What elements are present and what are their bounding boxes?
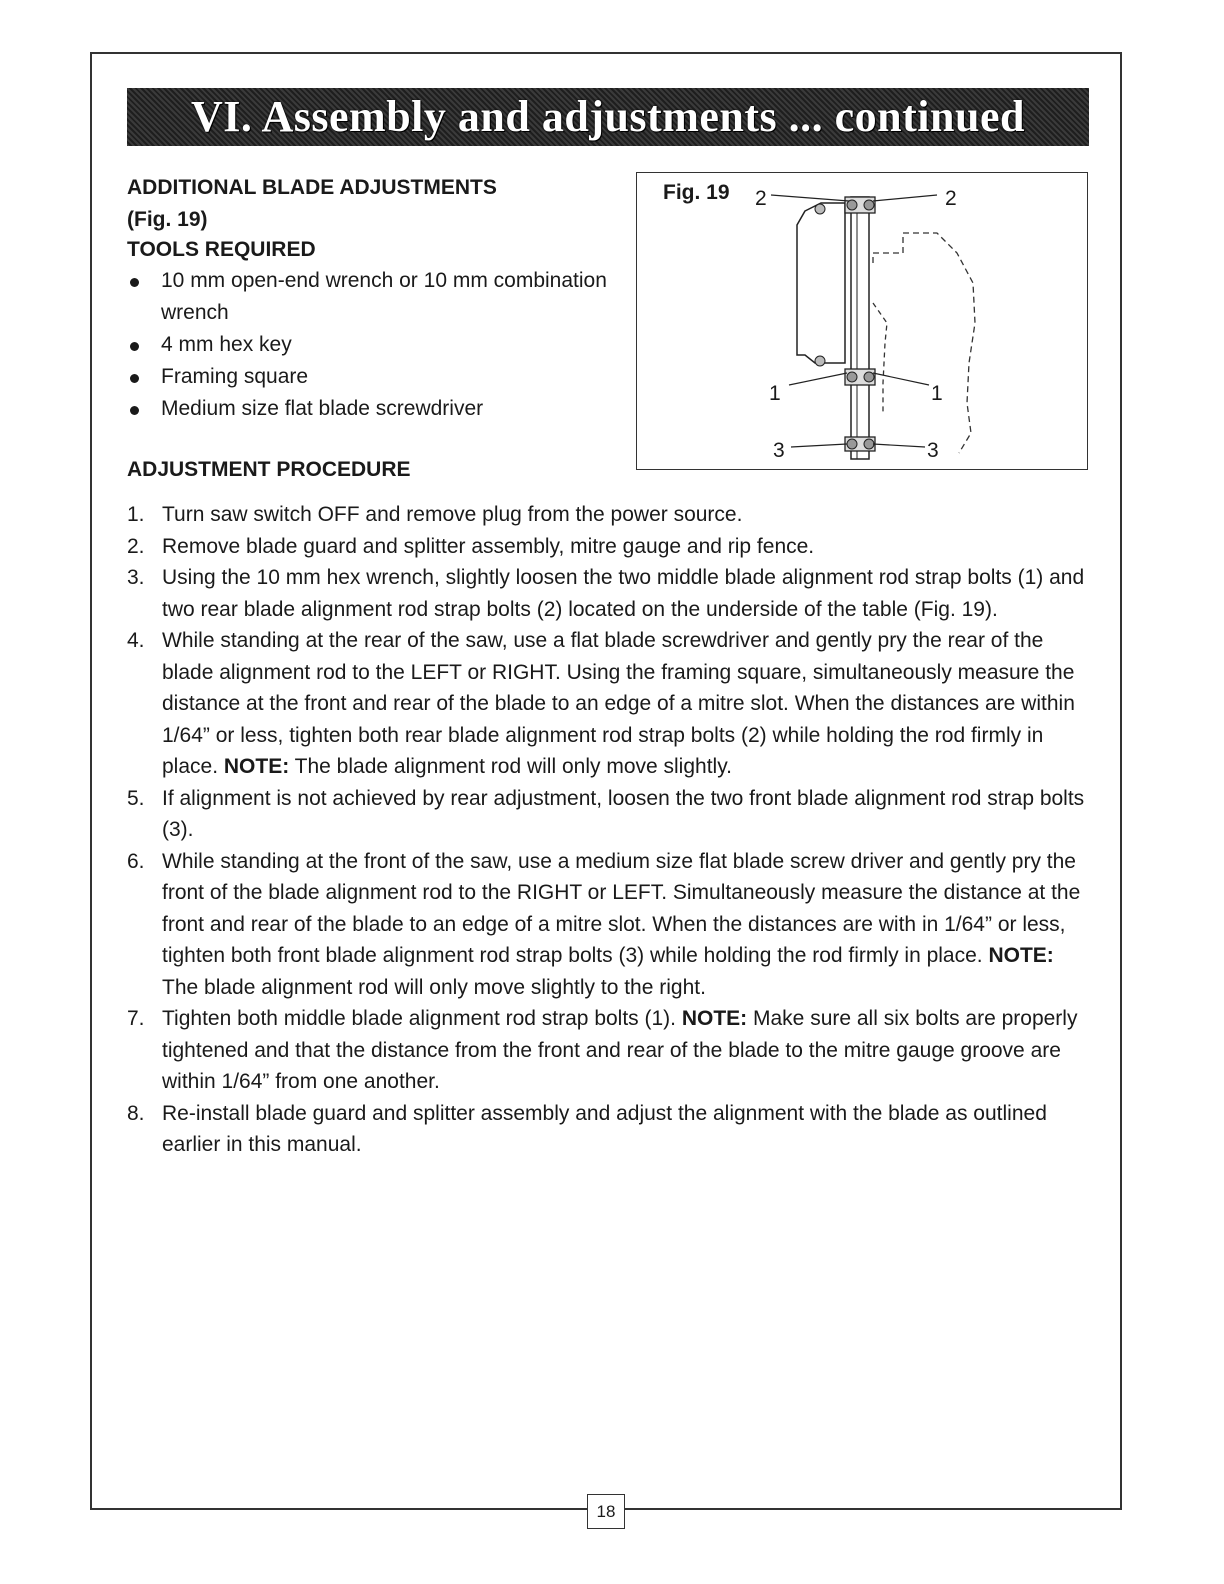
step-text: If alignment is not achieved by rear adjustment, loosen the two front blade alignment rod strap bolts (3).	[162, 786, 1085, 841]
step-text: While standing at the rear of the saw, use a flat blade screwdriver and gently pry the rear of the blade alignment rod to the LEFT or RIGHT. Using the framing square, simultaneously measure the distance at the front and rear of the blade to an edge of a mitre slot. When the distances are within 1/64” or less, tighten both rear blade alignment rod strap bolts (2) while holding the rod firmly in place.	[162, 629, 1075, 778]
leader-line	[873, 373, 929, 385]
step-text: The blade alignment rod will only move slightly to the right.	[162, 975, 706, 999]
figure-19	[636, 172, 1088, 470]
leader-line	[873, 444, 925, 447]
leader-line	[771, 195, 849, 201]
middle-strap-bolt	[847, 372, 857, 382]
step-number: 2.	[127, 534, 145, 558]
note-label: NOTE:	[223, 755, 290, 778]
leader-line	[873, 195, 937, 201]
tool-item: 4 mm hex key	[127, 329, 607, 361]
step-text: Using the 10 mm hex wrench, slightly loosen the two middle blade alignment rod strap bolts (1) and two rear blade alignment rod strap bolts (2) located on the underside of the table (Fig. 19).	[162, 566, 1085, 621]
leader-line	[789, 373, 847, 385]
step-text: Turn saw switch OFF and remove plug from the power source.	[162, 503, 743, 526]
tools-heading: TOOLS REQUIRED	[127, 238, 316, 261]
procedure-step	[127, 846, 1092, 1004]
bullet-icon	[130, 278, 139, 287]
procedure-step	[127, 783, 1092, 846]
guard-bolt	[815, 356, 825, 366]
figure-label: Fig. 19	[663, 181, 730, 204]
step-number: 8.	[127, 1101, 145, 1125]
step-number: 1.	[127, 503, 145, 526]
step-text: Remove blade guard and splitter assembly, mitre gauge and rip fence.	[162, 534, 815, 558]
step-text: Make sure all six bolts are properly tightened and that the distance from the front and rear of the blade to the mitre gauge groove are within 1/64” from one another.	[162, 1007, 1078, 1093]
callout-middle-left: 1	[769, 382, 781, 405]
note-label: NOTE:	[681, 1007, 748, 1030]
front-strap-bolt	[864, 439, 874, 449]
figure-reference: (Fig. 19)	[127, 208, 208, 231]
alignment-rod	[851, 197, 869, 459]
tool-item: Medium size flat blade screwdriver	[127, 393, 607, 425]
procedure-step	[127, 625, 1092, 783]
guard-outline	[797, 203, 845, 363]
page-number: 18	[587, 1494, 625, 1529]
step-text: Re-install blade guard and splitter assembly and adjust the alignment with the blade as outlined earlier in this manual.	[162, 1101, 1047, 1156]
callout-rear-right: 2	[945, 187, 957, 210]
step-number: 4.	[127, 629, 145, 652]
procedure-step	[127, 499, 1092, 531]
procedure-step	[127, 562, 1092, 625]
step-text: While standing at the front of the saw, use a medium size flat blade screw driver and gently pry the front of the blade alignment rod to the RIGHT or LEFT. Simultaneously measure the distance at the front and rear of the blade to an edge of a mitre slot. When the distances are with in 1/64” or less, tighten both front blade alignment rod strap bolts (3) while holding the rod firmly in place.	[162, 849, 1081, 967]
front-strap-bolt	[847, 439, 857, 449]
procedure-step	[127, 1003, 1092, 1098]
section-banner	[127, 88, 1089, 146]
callout-rear-left: 2	[755, 187, 767, 210]
procedure-heading: ADJUSTMENT PROCEDURE	[127, 458, 411, 481]
rear-strap-bolt	[864, 200, 874, 210]
step-number: 3.	[127, 566, 145, 589]
bullet-icon	[130, 406, 139, 415]
step-number: 7.	[127, 1007, 145, 1030]
callout-front-right: 3	[927, 439, 939, 462]
callout-front-left: 3	[773, 439, 785, 462]
callout-middle-right: 1	[931, 382, 943, 405]
alignment-rod-diagram	[637, 173, 1089, 471]
step-text: Tighten both middle blade alignment rod strap bolts (1).	[162, 1007, 682, 1030]
leader-line	[791, 444, 847, 447]
tool-item: Framing square	[127, 361, 607, 393]
procedure-steps	[127, 499, 1092, 1161]
middle-strap-bolt	[864, 372, 874, 382]
step-number: 5.	[127, 786, 145, 810]
procedure-step	[127, 531, 1092, 563]
guard-bolt	[815, 204, 825, 214]
trunnion-outline	[873, 233, 975, 453]
bullet-icon	[130, 374, 139, 383]
trunnion-inner-outline	[873, 303, 887, 413]
step-number: 6.	[127, 849, 145, 873]
section-heading: ADDITIONAL BLADE ADJUSTMENTS	[127, 176, 497, 199]
step-text: The blade alignment rod will only move slightly.	[289, 755, 732, 778]
tool-item: 10 mm open-end wrench or 10 mm combination wrench	[127, 265, 607, 329]
bullet-icon	[130, 342, 139, 351]
procedure-step	[127, 1098, 1092, 1161]
banner-title: VI. Assembly and adjustments ... continued	[191, 92, 1025, 141]
note-label: NOTE:	[988, 944, 1054, 967]
tools-list	[127, 265, 607, 425]
